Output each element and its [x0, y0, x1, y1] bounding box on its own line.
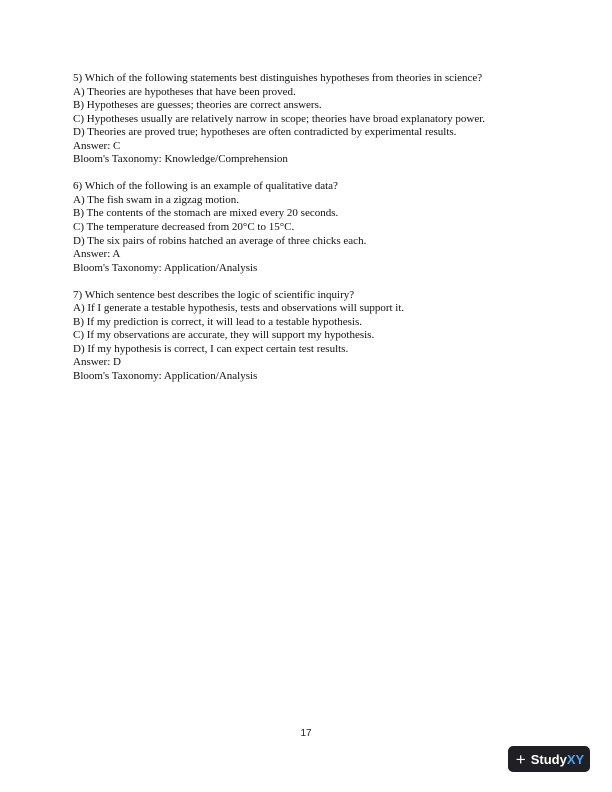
question-block: [73, 289, 543, 384]
question-block: [73, 180, 543, 275]
brand-name-accent: XY: [566, 751, 585, 767]
question-stem: 6) Which of the following is an example of qualitative data?: [73, 180, 338, 193]
plus-icon: +: [515, 749, 526, 769]
studyxy-badge[interactable]: [508, 746, 590, 772]
blooms-taxonomy: Bloom's Taxonomy: Knowledge/Comprehension: [73, 153, 288, 166]
answer-key: Answer: D: [73, 356, 121, 369]
page-number: 17: [300, 728, 312, 739]
answer-option: D) Theories are proved true; hypotheses are often contradicted by experimental results.: [73, 126, 457, 139]
question-block: [73, 72, 543, 167]
answer-option: C) The temperature decreased from 20°C to 15°C.: [73, 220, 295, 233]
blooms-taxonomy: Bloom's Taxonomy: Application/Analysis: [73, 369, 258, 382]
question-stem: 7) Which sentence best describes the logic of scientific inquiry?: [73, 288, 355, 301]
answer-key: Answer: C: [73, 139, 121, 152]
answer-option: B) If my prediction is correct, it will lead to a testable hypothesis.: [73, 315, 362, 328]
answer-option: C) Hypotheses usually are relatively narrow in scope; theories have broad explanatory power.: [73, 112, 486, 125]
document-body: [73, 72, 543, 397]
answer-option: A) The fish swam in a zigzag motion.: [73, 193, 239, 206]
answer-option: B) Hypotheses are guesses; theories are correct answers.: [73, 99, 322, 112]
answer-option: D) The six pairs of robins hatched an average of three chicks each.: [73, 234, 367, 247]
answer-option: B) The contents of the stomach are mixed every 20 seconds.: [73, 207, 339, 220]
answer-option: A) Theories are hypotheses that have been proved.: [73, 85, 296, 98]
answer-option: C) If my observations are accurate, they will support my hypothesis.: [73, 329, 375, 342]
question-stem: 5) Which of the following statements best distinguishes hypotheses from theories in science?: [73, 72, 483, 84]
answer-option: D) If my hypothesis is correct, I can expect certain test results.: [73, 342, 349, 355]
answer-option: A) If I generate a testable hypothesis, tests and observations will support it.: [73, 302, 405, 315]
answer-key: Answer: A: [73, 248, 121, 261]
brand-name-main: Study: [530, 751, 567, 767]
blooms-taxonomy: Bloom's Taxonomy: Application/Analysis: [73, 261, 258, 274]
